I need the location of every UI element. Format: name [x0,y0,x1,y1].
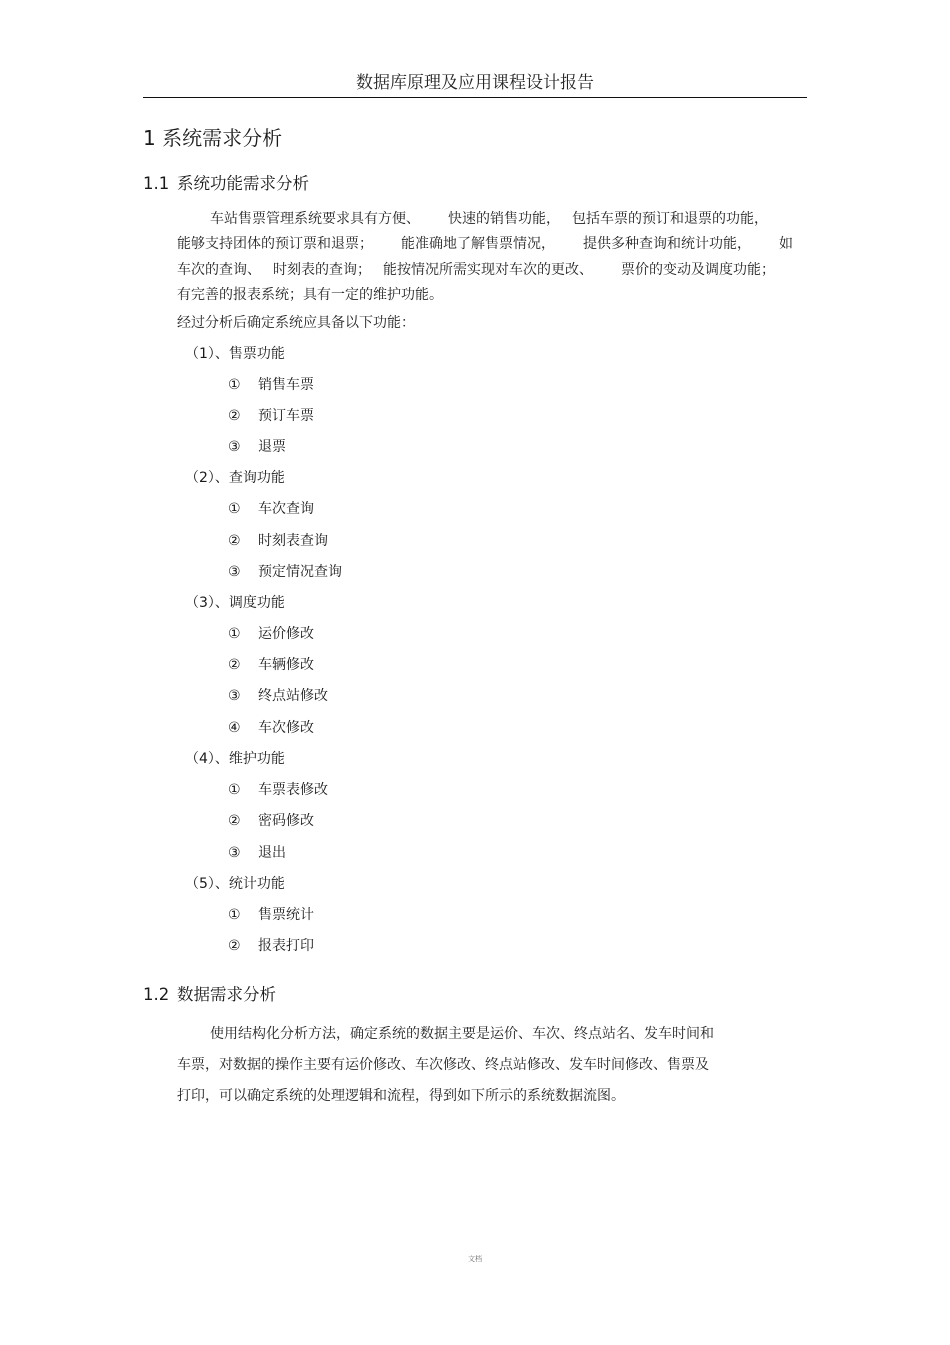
item-text: 报表打印 [258,938,314,954]
item-text: 预订车票 [258,408,314,424]
item-marker: ① [228,501,241,517]
paragraph-2-line-1: 使用结构化分析方法，确定系统的数据主要是运价、车次、终点站名、发车时间和 [210,1026,714,1042]
section-1-1-heading [143,170,309,194]
paragraph-1-line-1 [210,208,768,228]
category-dispatch: （3）、调度功能 [185,595,285,611]
item-text: 密码修改 [258,813,314,829]
category-sales: （1）、售票功能 [185,346,285,362]
section-1-2-number: 1.2 [143,985,170,1004]
paragraph-1-fragment: 车站售票管理系统要求具有方便、 [210,211,420,227]
list-item [228,810,314,830]
list-item [228,935,314,955]
paragraph-1-line-3 [177,259,775,279]
item-text: 销售车票 [258,377,314,393]
item-text: 终点站修改 [258,688,328,704]
paragraph-1-fragment: 能准确地了解售票情况， [401,236,555,252]
paragraph-2-line-3: 打印，可以确定系统的处理逻辑和流程，得到如下所示的系统数据流图。 [177,1088,625,1104]
category-statistics: （5）、统计功能 [185,876,285,892]
paragraph-1-line-4: 有完善的报表系统；具有一定的维护功能。 [177,287,443,303]
function-intro: 经过分析后确定系统应具备以下功能： [177,315,415,331]
paragraph-1-fragment: 如 [779,236,793,252]
item-text: 退票 [258,439,286,455]
item-marker: ① [228,782,241,798]
paragraph-1-fragment: 包括车票的预订和退票的功能， [572,211,768,227]
item-text: 售票统计 [258,907,314,923]
item-text: 预定情况查询 [258,564,342,580]
item-marker: ① [228,907,241,923]
paragraph-1-fragment: 时刻表的查询； [273,262,371,278]
list-item [228,530,328,550]
paragraph-1-line-2 [177,233,793,253]
section-1-1-title: 系统功能需求分析 [177,174,309,193]
item-text: 车次查询 [258,501,314,517]
item-marker: ① [228,626,241,642]
list-item [228,654,314,674]
item-marker: ④ [228,720,241,736]
list-item [228,717,314,737]
list-item [228,685,328,705]
item-marker: ② [228,533,241,549]
list-item [228,498,314,518]
item-marker: ③ [228,845,241,861]
item-text: 时刻表查询 [258,533,328,549]
page-footer: 文档 [468,1255,482,1263]
section-1-2-title: 数据需求分析 [177,985,276,1004]
list-item [228,405,314,425]
item-text: 车次修改 [258,720,314,736]
item-text: 车辆修改 [258,657,314,673]
item-text: 退出 [258,845,286,861]
header-divider [143,97,807,98]
item-marker: ③ [228,564,241,580]
category-query: （2）、查询功能 [185,470,285,486]
list-item [228,561,342,581]
section-1-1-number: 1.1 [143,174,170,193]
item-marker: ② [228,938,241,954]
list-item [228,842,286,862]
item-marker: ③ [228,688,241,704]
section-1-2-heading [143,981,276,1005]
paragraph-1-fragment: 车次的查询、 [177,262,261,278]
list-item [228,779,328,799]
paragraph-2-line-2: 车票，对数据的操作主要有运价修改、车次修改、终点站修改、发车时间修改、售票及 [177,1057,709,1073]
paragraph-1-fragment: 能按情况所需实现对车次的更改、 [383,262,593,278]
list-item [228,374,314,394]
paragraph-1-fragment: 提供多种查询和统计功能， [583,236,751,252]
page-header-title: 数据库原理及应用课程设计报告 [356,73,594,93]
item-marker: ② [228,657,241,673]
category-maintenance: （4）、维护功能 [185,751,285,767]
list-item [228,904,314,924]
paragraph-1-fragment: 快速的销售功能， [448,211,560,227]
paragraph-1-fragment: 能够支持团体的预订票和退票； [177,236,373,252]
item-marker: ③ [228,439,241,455]
item-marker: ② [228,408,241,424]
item-text: 车票表修改 [258,782,328,798]
list-item [228,623,314,643]
item-marker: ① [228,377,241,393]
item-marker: ② [228,813,241,829]
section-1-heading: 1 系统需求分析 [143,126,283,150]
item-text: 运价修改 [258,626,314,642]
list-item [228,436,286,456]
paragraph-1-fragment: 票价的变动及调度功能； [621,262,775,278]
